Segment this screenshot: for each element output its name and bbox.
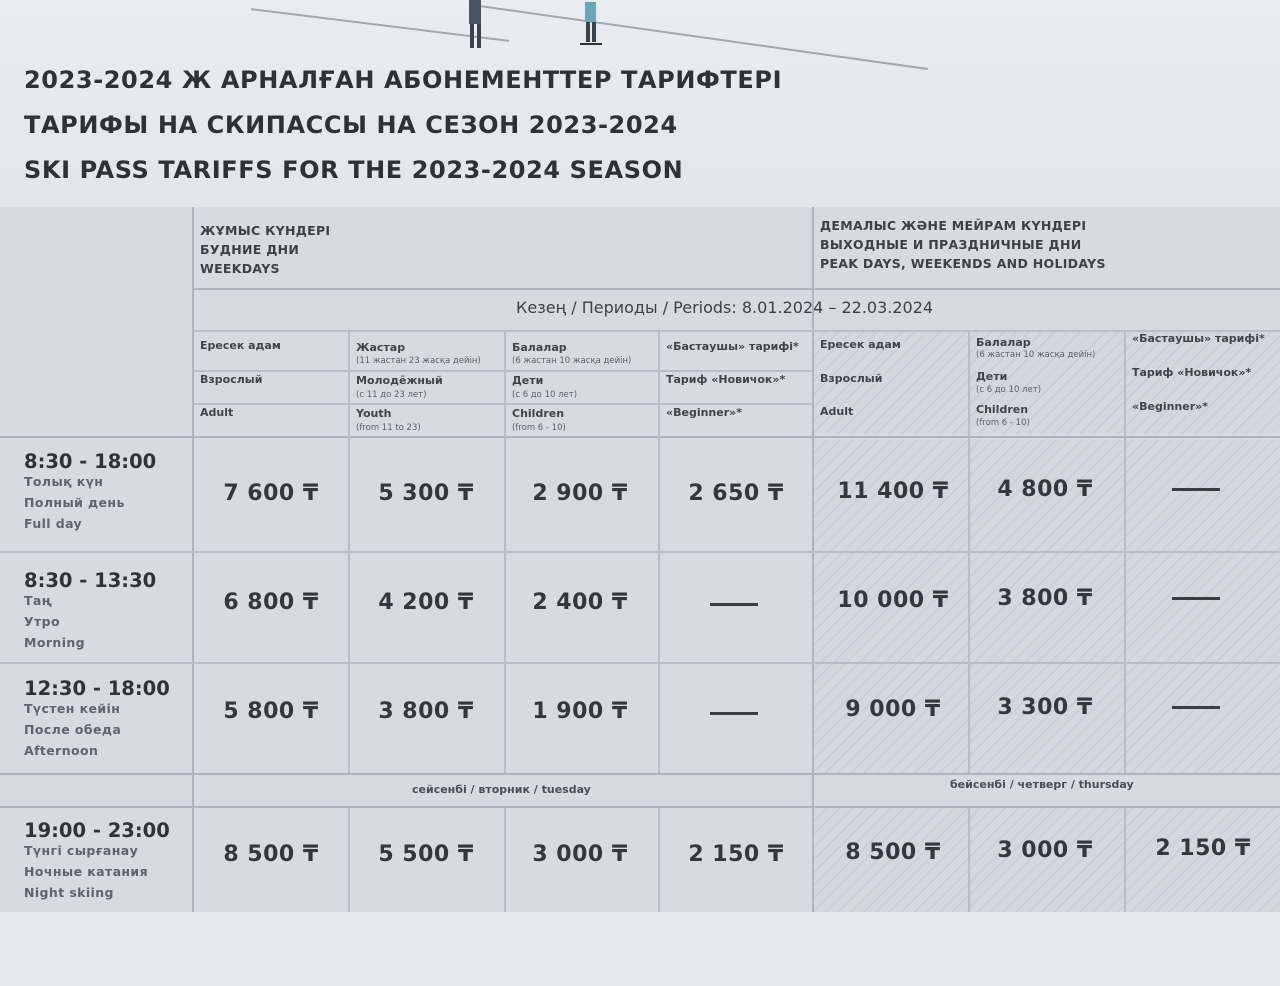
grid-line	[192, 403, 812, 405]
category-children-ru: Дети	[512, 374, 544, 387]
category-children-ru-note: (с 6 до 10 лет)	[512, 390, 578, 400]
no-price-dash	[1172, 597, 1220, 600]
peak-category-children-en: Children	[976, 403, 1029, 416]
price-cell: 8 500 ₸	[223, 842, 319, 867]
no-price-dash	[710, 712, 758, 715]
grid-line	[0, 436, 1280, 438]
night-weekday-label: сейсенбі / вторник / tuesday	[412, 783, 591, 796]
night-peak-label: бейсенбі / четверг / thursday	[950, 778, 1134, 791]
price-cell: 3 800 ₸	[378, 699, 474, 724]
grid-line	[0, 551, 1280, 553]
row-label-ru: Полный день	[24, 495, 125, 510]
row-label-ru: Ночные катания	[24, 864, 149, 879]
grid-line	[1124, 332, 1126, 775]
peak-category-beginner-ru: Тариф «Новичок»*	[1132, 366, 1252, 379]
title-block	[24, 62, 782, 197]
category-adult-ru: Взрослый	[200, 373, 263, 386]
grid-line	[0, 806, 1280, 808]
category-youth-ru: Молодёжный	[356, 374, 443, 387]
weekdays-header	[200, 221, 330, 278]
row-label-en: Full day	[24, 516, 83, 531]
row-label-ru: Утро	[24, 614, 61, 629]
category-youth-kk-note: (11 жастан 23 жасқа дейін)	[356, 356, 481, 366]
row-time: 8:30 - 13:30	[24, 569, 157, 592]
grid-line	[192, 370, 812, 372]
price-cell: 3 000 ₸	[532, 842, 628, 867]
category-youth-en: Youth	[356, 407, 392, 420]
grid-line	[658, 332, 660, 775]
no-price-dash	[710, 603, 758, 606]
title-russian: ТАРИФЫ НА СКИПАССЫ НА СЕЗОН 2023-2024	[24, 111, 678, 139]
row-label-ru: После обеда	[24, 722, 122, 737]
row-time: 8:30 - 18:00	[24, 450, 157, 473]
peak-days-header	[820, 216, 1106, 273]
row-label-kk: Таң	[24, 593, 53, 608]
peak-category-children-ru-note: (с 6 до 10 лет)	[976, 385, 1042, 395]
category-adult-en: Adult	[200, 406, 234, 419]
grid-line	[348, 332, 350, 775]
price-cell: 2 150 ₸	[1155, 836, 1251, 861]
price-cell: 3 800 ₸	[997, 586, 1093, 611]
price-cell: 8 500 ₸	[845, 840, 941, 865]
peak-category-adult-kk: Ересек адам	[820, 338, 901, 351]
peak-english: PEAK DAYS, WEEKENDS AND HOLIDAYS	[820, 256, 1106, 271]
category-youth-kk: Жастар	[356, 341, 406, 354]
grid-line	[0, 773, 1280, 775]
period-label: Кезең / Периоды / Periods: 8.01.2024 – 22.03.2024	[516, 298, 934, 317]
peak-russian: ВЫХОДНЫЕ И ПРАЗДНИЧНЫЕ ДНИ	[820, 237, 1082, 252]
title-kazakh: 2023-2024 Ж АРНАЛҒАН АБОНЕМЕНТТЕР ТАРИФТЕРІ	[24, 66, 783, 94]
grid-line	[192, 330, 1280, 332]
category-youth-ru-note: (с 11 до 23 лет)	[356, 390, 427, 400]
peak-category-adult-ru: Взрослый	[820, 372, 883, 385]
weekdays-english: WEEKDAYS	[200, 261, 280, 276]
row-label-en: Night skiing	[24, 885, 114, 900]
category-children-kk-note: (6 жастан 10 жасқа дейін)	[512, 356, 632, 366]
row-label-en: Afternoon	[24, 743, 99, 758]
peak-category-beginner-en: «Beginner»*	[1132, 400, 1209, 413]
category-beginner-en: «Beginner»*	[666, 406, 743, 419]
row-time: 12:30 - 18:00	[24, 677, 170, 700]
row-label-en: Morning	[24, 635, 86, 650]
price-cell: 5 300 ₸	[378, 481, 474, 506]
category-children-en-note: (from 6 - 10)	[512, 423, 566, 433]
price-cell: 5 800 ₸	[223, 699, 319, 724]
grid-line	[1124, 808, 1126, 912]
category-adult-kk: Ересек адам	[200, 339, 281, 352]
row-label-kk: Толық күн	[24, 474, 104, 489]
price-cell: 11 400 ₸	[837, 479, 949, 504]
price-cell: 2 400 ₸	[532, 590, 628, 615]
price-cell: 7 600 ₸	[223, 481, 319, 506]
category-youth-en-note: (from 11 to 23)	[356, 423, 421, 433]
price-cell: 9 000 ₸	[845, 697, 941, 722]
row-label-kk: Түстен кейін	[24, 701, 121, 716]
weekdays-russian: БУДНИЕ ДНИ	[200, 242, 300, 257]
title-english: SKI PASS TARIFFS FOR THE 2023-2024 SEASON	[24, 156, 684, 184]
grid-line	[348, 808, 350, 912]
category-beginner-kk: «Бастаушы» тарифі*	[666, 340, 799, 353]
category-children-kk: Балалар	[512, 341, 567, 354]
price-cell: 3 000 ₸	[997, 838, 1093, 863]
no-price-dash	[1172, 706, 1220, 709]
price-cell: 2 150 ₸	[688, 842, 784, 867]
grid-line	[192, 288, 1280, 290]
price-cell: 5 500 ₸	[378, 842, 474, 867]
grid-line	[0, 662, 1280, 664]
no-price-dash	[1172, 488, 1220, 491]
peak-category-children-ru: Дети	[976, 370, 1008, 383]
grid-line	[658, 808, 660, 912]
peak-category-adult-en: Adult	[820, 405, 854, 418]
price-cell: 3 300 ₸	[997, 695, 1093, 720]
price-cell: 6 800 ₸	[223, 590, 319, 615]
price-cell: 1 900 ₸	[532, 699, 628, 724]
row-time: 19:00 - 23:00	[24, 819, 170, 842]
price-cell: 2 900 ₸	[532, 481, 628, 506]
snow-ground	[0, 912, 1280, 986]
peak-category-children-kk-note: (6 жастан 10 жасқа дейін)	[976, 350, 1096, 360]
skier-figure	[578, 0, 604, 46]
peak-kazakh: ДЕМАЛЫС ЖӘНЕ МЕЙРАМ КҮНДЕРІ	[820, 218, 1087, 233]
category-beginner-ru: Тариф «Новичок»*	[666, 373, 786, 386]
peak-category-children-en-note: (from 6 - 10)	[976, 418, 1030, 428]
weekdays-kazakh: ЖҰМЫС КҮНДЕРІ	[200, 223, 331, 238]
price-cell: 2 650 ₸	[688, 481, 784, 506]
price-cell: 4 800 ₸	[997, 477, 1093, 502]
category-children-en: Children	[512, 407, 565, 420]
peak-category-children-kk: Балалар	[976, 336, 1031, 349]
row-label-kk: Түнгі сырғанау	[24, 843, 139, 858]
price-cell: 10 000 ₸	[837, 588, 949, 613]
peak-category-beginner-kk: «Бастаушы» тарифі*	[1132, 332, 1265, 345]
skier-figure	[460, 0, 490, 52]
price-cell: 4 200 ₸	[378, 590, 474, 615]
